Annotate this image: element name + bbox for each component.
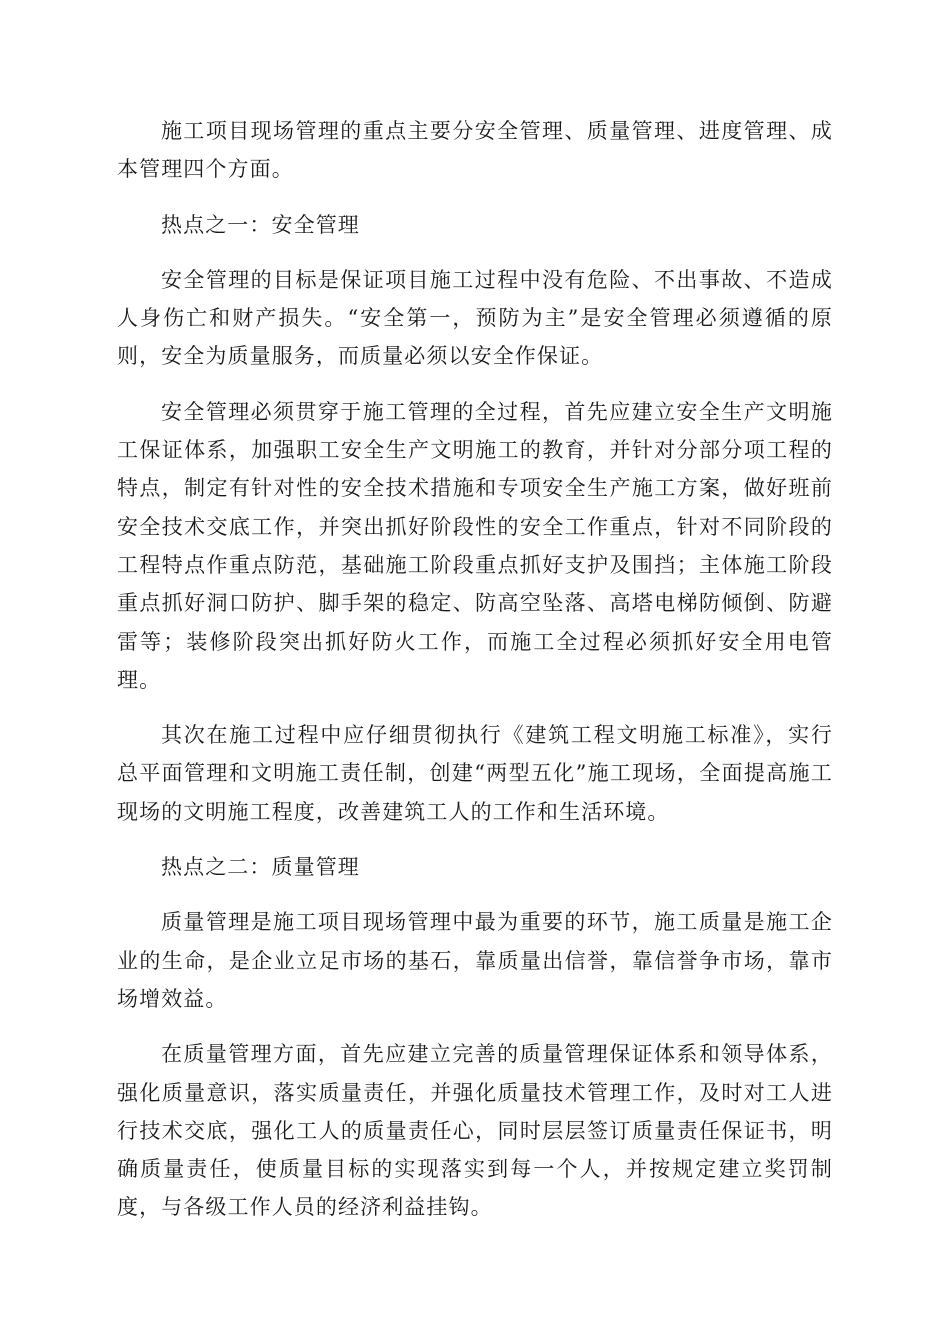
quality-importance-paragraph: 质量管理是施工项目现场管理中最为重要的环节，施工质量是施工企业的生命，是企业立足市场的基石，靠质量出信誉，靠信誉争市场，靠市场增效益。 [117, 910, 833, 1011]
section-heading-quality: 热点之二：质量管理 [161, 855, 360, 880]
civilized-construction-paragraph: 其次在施工过程中应仔细贯彻执行《建筑工程文明施工标准》，实行总平面管理和文明施工责任制，创建“两型五化”施工现场，全面提高施工现场的文明施工程度，改善建筑工人的工作和生活环境。 [117, 723, 833, 824]
quality-system-paragraph: 在质量管理方面，首先应建立完善的质量管理保证体系和领导体系，强化质量意识，落实质量责任，并强化质量技术管理工作，及时对工人进行技术交底，强化工人的质量责任心，同时层层签订质量责任保证书，明确质量责任，使质量目标的实现落实到每一个人，并按规定建立奖罚制度，与各级工作人员的经济利益挂钩。 [117, 1042, 833, 1220]
safety-process-paragraph: 安全管理必须贯穿于施工管理的全过程，首先应建立安全生产文明施工保证体系，加强职工安全生产文明施工的教育，并针对分部分项工程的特点，制定有针对性的安全技术措施和专项安全生产施工方案，做好班前安全技术交底工作，并突出抓好阶段性的安全工作重点，针对不同阶段的工程特点作重点防范，基础施工阶段重点抓好支护及围挡；主体施工阶段重点抓好洞口防护、脚手架的稳定、防高空坠落、高塔电梯防倾倒、防避雷等；装修阶段突出抓好防火工作，而施工全过程必须抓好安全用电管理。 [117, 399, 833, 692]
intro-paragraph: 施工项目现场管理的重点主要分安全管理、质量管理、进度管理、成本管理四个方面。 [117, 119, 833, 182]
safety-goal-paragraph: 安全管理的目标是保证项目施工过程中没有危险、不出事故、不造成人身伤亡和财产损失。“安全第一，预防为主”是安全管理必须遵循的原则，安全为质量服务，而质量必须以安全作保证。 [117, 267, 833, 369]
section-heading-safety: 热点之一：安全管理 [161, 212, 360, 237]
document-page [117, 112, 833, 1244]
